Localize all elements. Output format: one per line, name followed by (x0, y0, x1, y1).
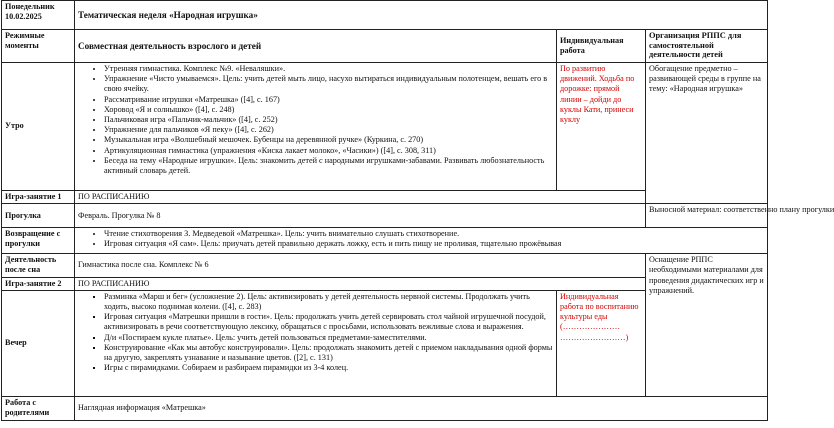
afternap-label: Деятельность после сна (2, 254, 75, 277)
list-item: • Игровая ситуация «Я сам». Цель: приучать детей правильно держать ложку, есть и пить пищу не проливая, тщательно прожёвывая (104, 239, 764, 249)
evening-individual: Индивидуальная работа по воспитанию культуры еды (………………… ……………………) (557, 290, 646, 396)
row-morning (2, 63, 768, 191)
list-item: • Пальчиковая игра «Пальчик-мальчик» ([4], с. 252) (104, 115, 553, 125)
game2-text: ПО РАСПИСАНИЮ (75, 277, 646, 290)
list-item: • Рассматривание игрушки «Матрешка» ([4], с. 167) (104, 95, 553, 105)
row-parents (2, 396, 768, 420)
list-item: • Утренняя гимнастика. Комплекс №9. «Неваляшки». (104, 64, 553, 74)
list-item: ▪ Игры с пирамидками. Собираем и разбираем пирамидки из 3-4 колец. (104, 363, 553, 373)
morning-rpps: Обогащение предметно – развивающей среды в группе на тему: «Народная игрушка» (646, 63, 768, 204)
evening-label: Вечер (2, 290, 75, 396)
morning-label: Утро (2, 63, 75, 191)
game1-label: Игра-занятие 1 (2, 191, 75, 204)
col-joint: Совместная деятельность взрослого и детей (75, 30, 557, 63)
list-item: • Музыкальная игра «Волшебный мешочек. Бубенцы на деревянной ручке» (Куркина, с. 270) (104, 135, 553, 145)
parents-label: Работа с родителями (2, 396, 75, 420)
morning-activities (75, 63, 557, 191)
list-item: ▪ Игровая ситуация «Матрешки пришли в гости». Цель: продолжать учить детей сервировать стол чайной игрушечной посудой, активизировать в речи соответствующую лексику, обращаться с просьбами, использовать вежливые слова и выражения. (104, 312, 553, 332)
list-item: ▪ Разминка «Марш и бег» (усложнение 2). Цель: активизировать у детей деятельность нервной системы. Продолжать учить ходить, высоко поднимая колени. ([4], с. 283) (104, 292, 553, 312)
morning-individual: По развитию движений. Ходьба по дорожке: прямой линии – дойди до куклы Кати, принеси куклу (557, 63, 646, 191)
header-row (2, 1, 768, 30)
list-item: • Чтение стихотворения З. Медведевой «Матрешка». Цель: учить внимательно слушать стихотворение. (104, 229, 764, 239)
morning-list (78, 64, 553, 176)
list-item: • Беседа на тему «Народные игрушки». Цель: знакомить детей с народными игрушками-забавами. Развивать любознательность активный словарь детей. (104, 156, 553, 176)
row-return (2, 228, 768, 254)
row-afternap (2, 254, 768, 277)
col-individual: Индивидуальная работа (557, 30, 646, 63)
column-header-row (2, 30, 768, 63)
walk-text: Февраль. Прогулка № 8 (75, 204, 646, 228)
day-label: Понедельник (5, 2, 55, 11)
game1-text: ПО РАСПИСАНИЮ (75, 191, 646, 204)
date-cell (2, 1, 75, 30)
list-item: • Артикуляционная гимнастика (упражнения «Киска лакает молоко», «Часики») ([4], с. 308, 311) (104, 146, 553, 156)
evening-activities (75, 290, 557, 396)
afternap-rpps: Оснащение РППС необходимыми материалами для проведения дидактических игр и упражнений. (646, 254, 768, 397)
afternap-text: Гимнастика после сна. Комплекс № 6 (75, 254, 646, 277)
list-item: ▪ Конструирование «Как мы автобус конструировали». Цель: продолжать знакомить детей с приемом накладывания одной формы на другую, закреплять узнавание и называние цветов. ([2], с. 131) (104, 343, 553, 363)
evening-list (78, 292, 553, 374)
list-item: • Упражнение для пальчиков «Я пеку» ([4], с. 262) (104, 125, 553, 135)
return-list (78, 229, 764, 249)
return-activities (75, 228, 768, 254)
col-rpps: Организация РППС для самостоятельной деятельности детей (646, 30, 768, 63)
return-label: Возвращение с прогулки (2, 228, 75, 254)
walk-label: Прогулка (2, 204, 75, 228)
plan-table (1, 0, 834, 421)
game2-label: Игра-занятие 2 (2, 277, 75, 290)
week-title: Тематическая неделя «Народная игрушка» (75, 1, 768, 30)
parents-text: Наглядная информация «Матрешка» (75, 396, 768, 420)
list-item: ▪ Д/и «Постираем кукле платье». Цель: учить детей пользоваться предметами-заместителями. (104, 333, 553, 343)
date-label: 10.02.2025 (5, 12, 42, 22)
col-moments: Режимные моменты (2, 30, 75, 63)
list-item: • Хоровод «Я и солнышко» ([4], с. 248) (104, 105, 553, 115)
list-item: • Упражнение «Чисто умываемся». Цель: учить детей мыть лицо, насухо вытираться индивидуальным полотенцем, вешать его в свою ячейку. (104, 74, 553, 94)
walk-rpps: Выносной материал: соответственно плану прогулки (646, 204, 768, 228)
row-walk (2, 204, 768, 228)
